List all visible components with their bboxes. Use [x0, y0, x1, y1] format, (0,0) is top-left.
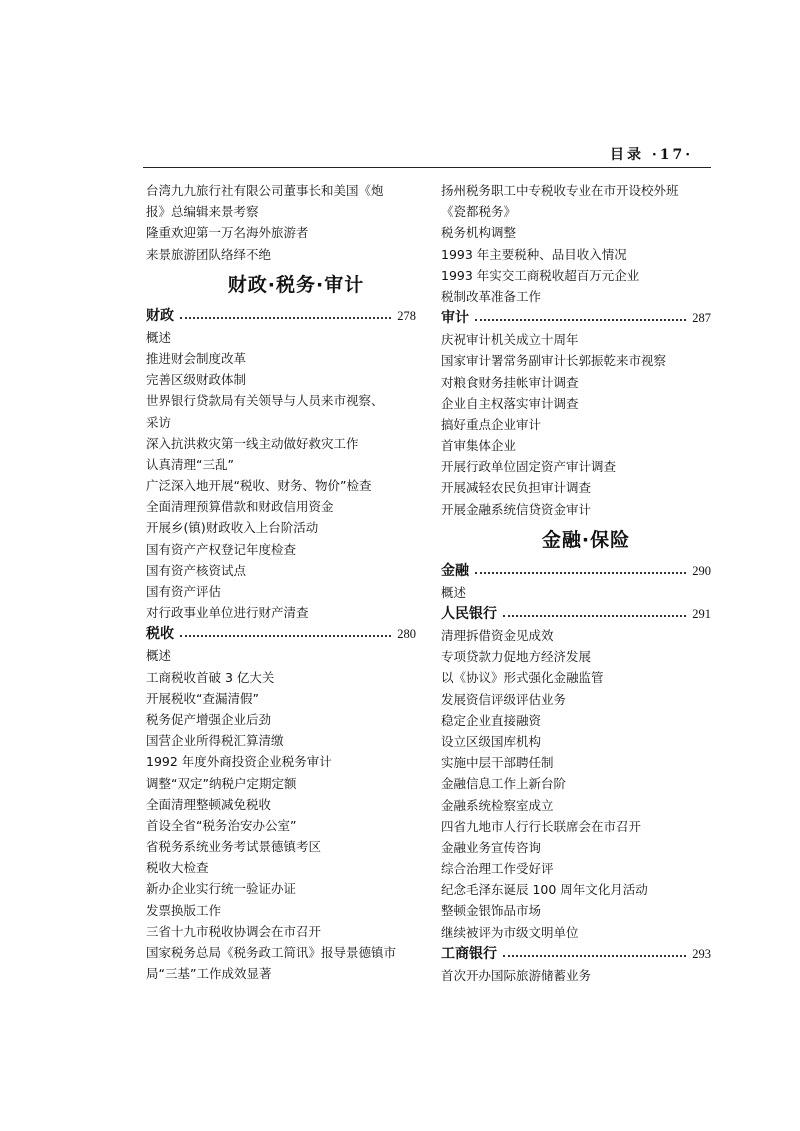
toc-entry[interactable]: 认真清理“三乱” [146, 456, 234, 472]
leader-dots [503, 955, 686, 957]
category-name: 工商银行 [441, 945, 497, 962]
leader-dots [180, 317, 391, 319]
category-heading[interactable] [146, 623, 416, 645]
page-number: 278 [397, 308, 416, 323]
right-cat1-list [441, 329, 711, 520]
toc-entry[interactable]: 1992 年度外商投资企业税务审计 [146, 754, 332, 770]
toc-entry[interactable]: 开展金融系统信贷资金审计 [441, 501, 592, 517]
toc-entry[interactable]: 整顿金银饰品市场 [441, 903, 542, 919]
toc-entry[interactable]: 深入抗洪救灾第一线主动做好救灾工作 [146, 435, 359, 451]
page-number: 290 [692, 563, 711, 578]
toc-entry[interactable]: 工商税收首破 3 亿大关 [146, 669, 275, 685]
toc-entry[interactable]: 开展减轻农民负担审计调查 [441, 480, 592, 496]
category-name: 审计 [441, 310, 469, 327]
toc-entry[interactable]: 广泛深入地开展“税收、财务、物价”检查 [146, 478, 372, 494]
toc-entry[interactable]: 概述 [441, 584, 467, 600]
category-heading[interactable] [441, 603, 711, 625]
page-number: 280 [397, 627, 416, 642]
header-rule [143, 167, 711, 168]
toc-entry[interactable]: 全面清理整顿减免税收 [146, 796, 272, 812]
category-heading[interactable] [441, 307, 711, 329]
toc-entry[interactable]: 企业自主权落实审计调查 [441, 395, 579, 411]
left-cat2-list [146, 645, 416, 984]
section-title: 财政·税务·审计 [227, 273, 365, 296]
category-name: 人民银行 [441, 606, 497, 622]
page-number: 293 [692, 946, 711, 961]
toc-entry[interactable]: 综合治理工作受好评 [441, 861, 554, 877]
toc-entry[interactable]: 金融系统检察室成立 [441, 797, 554, 813]
category-heading[interactable] [146, 305, 416, 327]
section-title: 金融·保险 [541, 528, 631, 551]
right-cat4-list [441, 965, 711, 986]
category-name: 税收 [146, 626, 174, 643]
toc-entry[interactable]: 国家税务总局《税务政工简讯》报导景德镇市 [146, 945, 397, 960]
toc-entry[interactable]: 搞好重点企业审计 [441, 416, 542, 432]
toc-entry[interactable]: 1993 年实交工商税收超百万元企业 [441, 267, 640, 283]
toc-entry[interactable]: 税务促产增强企业后劲 [146, 711, 272, 727]
toc-entry[interactable]: 纪念毛泽东诞辰 100 周年文化月活动 [441, 882, 648, 898]
toc-entry[interactable]: 开展税收“查漏清假” [146, 690, 259, 706]
toc-entry[interactable]: 《瓷都税务》 [441, 204, 517, 220]
toc-entry[interactable]: 以《协议》形式强化金融监管 [441, 670, 604, 686]
toc-entry[interactable]: 首次开办国际旅游储蓄业务 [441, 967, 592, 983]
toc-entry[interactable]: 省税务系统业务考试景德镇考区 [146, 839, 322, 855]
toc-entry[interactable]: 税务机构调整 [441, 225, 517, 241]
toc-entry[interactable]: 税收大检查 [146, 860, 209, 876]
toc-entry[interactable]: 设立区级国库机构 [441, 733, 542, 749]
toc-entry[interactable]: 推进财会制度改革 [146, 350, 247, 366]
toc-entry[interactable]: 开展乡(镇)财政收入上台阶活动 [146, 520, 319, 536]
toc-entry[interactable]: 金融业务宣传咨询 [441, 839, 542, 855]
toc-entry[interactable]: 来景旅游团队络绎不绝 [146, 246, 272, 262]
page-number: 287 [692, 311, 711, 326]
toc-left-column [146, 180, 416, 984]
toc-right-column [441, 180, 711, 986]
toc-entry[interactable]: 专项贷款力促地方经济发展 [441, 649, 592, 665]
page-header: 目录 ·17· [610, 147, 694, 163]
toc-entry[interactable]: 清理拆借资金见成效 [441, 628, 554, 643]
toc-entry[interactable]: 局“三基”工作成效显著 [146, 966, 272, 982]
toc-entry[interactable]: 隆重欢迎第一万名海外旅游者 [146, 225, 309, 241]
toc-entry[interactable]: 1993 年主要税种、品目收入情况 [441, 246, 627, 262]
leader-dots [503, 615, 686, 617]
toc-entry[interactable]: 采访 [146, 414, 172, 430]
page-number: 291 [692, 607, 711, 621]
toc-entry[interactable]: 对行政事业单位进行财产清查 [146, 605, 309, 621]
toc-entry[interactable]: 国有资产产权登记年度检查 [146, 541, 297, 557]
toc-entry[interactable]: 对粮食财务挂帐审计调查 [441, 374, 579, 390]
category-name: 金融 [441, 562, 469, 579]
toc-entry[interactable]: 开展行政单位固定资产审计调查 [441, 459, 617, 475]
toc-entry[interactable]: 金融信息工作上新台阶 [441, 776, 567, 792]
toc-entry[interactable]: 概述 [146, 648, 172, 664]
right-intro-list [441, 180, 711, 307]
toc-entry[interactable]: 继续被评为市级文明单位 [441, 924, 579, 940]
toc-entry[interactable]: 稳定企业直接融资 [441, 712, 542, 728]
leader-dots [475, 319, 686, 321]
toc-entry[interactable]: 首审集体企业 [441, 438, 517, 454]
toc-entry[interactable]: 国有资产评估 [146, 584, 222, 599]
toc-entry[interactable]: 庆祝审计机关成立十周年 [441, 332, 579, 348]
toc-entry[interactable]: 世界银行贷款局有关领导与人员来市视察、 [146, 393, 384, 409]
category-name: 财政 [146, 307, 174, 324]
toc-entry[interactable]: 三省十九市税收协调会在市召开 [146, 923, 322, 939]
toc-entry[interactable]: 报》总编辑来景考察 [146, 204, 259, 220]
toc-entry[interactable]: 完善区级财政体制 [146, 372, 247, 388]
toc-entry[interactable]: 国营企业所得税汇算清缴 [146, 733, 284, 749]
toc-entry[interactable]: 四省九地市人行行长联席会在市召开 [441, 818, 642, 834]
right-cat3-list [441, 625, 711, 943]
toc-entry[interactable]: 台湾九九旅行社有限公司董事长和美国《炮 [146, 183, 384, 198]
toc-entry[interactable]: 税制改革准备工作 [441, 288, 542, 304]
toc-entry[interactable]: 调整“双定”纳税户定期定额 [146, 775, 297, 791]
category-heading[interactable] [441, 560, 711, 582]
leader-dots [180, 635, 391, 637]
toc-entry[interactable]: 国家审计署常务副审计长郭振乾来市视察 [441, 353, 667, 369]
toc-entry[interactable]: 首设全省“税务治安办公室” [146, 817, 297, 833]
right-cat2-list [441, 582, 711, 603]
toc-entry[interactable]: 新办企业实行统一验证办证 [146, 881, 297, 897]
toc-entry[interactable]: 发票换版工作 [146, 902, 222, 918]
left-intro-list [146, 180, 416, 265]
toc-entry[interactable]: 概述 [146, 329, 172, 345]
left-cat1-list [146, 327, 416, 624]
toc-entry[interactable]: 实施中层干部聘任制 [441, 755, 554, 771]
toc-entry[interactable]: 扬州税务职工中专税收专业在市开设校外班 [441, 183, 679, 198]
toc-entry[interactable]: 发展资信评级评估业务 [441, 691, 567, 707]
category-heading[interactable] [441, 943, 711, 965]
toc-entry[interactable]: 全面清理预算借款和财政信用资金 [146, 499, 334, 515]
toc-entry[interactable]: 国有资产核资试点 [146, 562, 247, 578]
leader-dots [475, 572, 686, 574]
